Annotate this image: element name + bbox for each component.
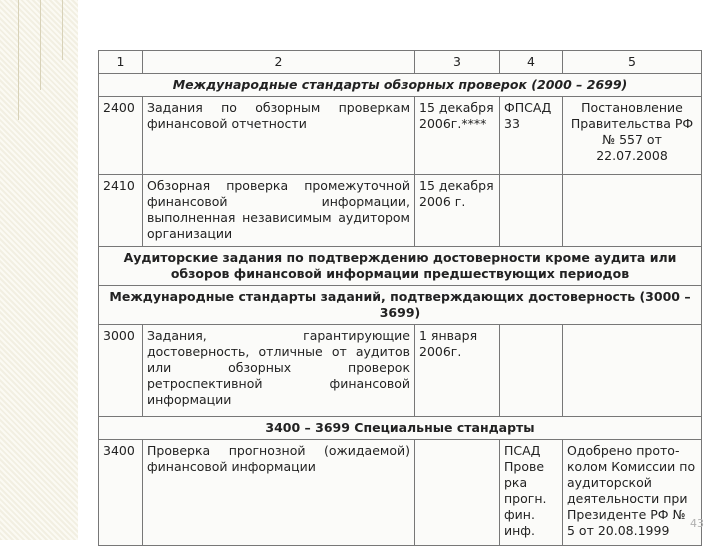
section-row — [99, 74, 702, 97]
name-cell: Обзорная проверка промежуточной финансовой информации, выполненная независимым аудитором организации — [143, 175, 415, 247]
section-title: Аудиторские задания по подтверждению достоверности кроме аудита или обзоров финансовой информации предшествующих периодов — [99, 247, 702, 286]
code-cell: 3000 — [99, 325, 143, 417]
table-row — [99, 325, 702, 417]
standards-table — [98, 50, 702, 546]
fed-standard-cell: ПСАД Прове рка прогн. фин. инф. — [500, 440, 563, 546]
section-title: 3400 – 3699 Специальные стандарты — [99, 417, 702, 440]
date-cell: 15 декабря 2006г.**** — [415, 97, 500, 175]
header-cell: 3 — [415, 51, 500, 74]
name-cell: Задания по обзорным проверкам финансовой отчетности — [143, 97, 415, 175]
name-cell: Проверка прогнозной (ожидаемой) финансовой информации — [143, 440, 415, 546]
decorative-sidebar — [0, 0, 78, 540]
section-title: Международные стандарты обзорных проверок (2000 – 2699) — [99, 74, 702, 97]
section-row — [99, 417, 702, 440]
date-cell — [415, 440, 500, 546]
fed-standard-cell: ФПСАД 33 — [500, 97, 563, 175]
header-cell: 1 — [99, 51, 143, 74]
name-cell: Задания, гарантирующие достоверность, отличные от аудитов или обзорных проверок ретроспективной финансовой информации — [143, 325, 415, 417]
header-cell: 2 — [143, 51, 415, 74]
fed-standard-cell — [500, 325, 563, 417]
section-row — [99, 247, 702, 286]
header-row — [99, 51, 702, 74]
table-row — [99, 175, 702, 247]
section-row — [99, 286, 702, 325]
document-cell — [563, 325, 702, 417]
table-row — [99, 440, 702, 546]
date-cell: 1 января 2006г. — [415, 325, 500, 417]
document-cell: Постановление Правительства РФ № 557 от 22.07.2008 — [563, 97, 702, 175]
code-cell: 2400 — [99, 97, 143, 175]
fed-standard-cell — [500, 175, 563, 247]
code-cell: 2410 — [99, 175, 143, 247]
section-title: Международные стандарты заданий, подтверждающих достоверность (3000 – 3699) — [99, 286, 702, 325]
decorative-line — [40, 0, 41, 90]
table-row — [99, 97, 702, 175]
header-cell: 5 — [563, 51, 702, 74]
page-number: 43 — [690, 517, 704, 530]
document-cell — [563, 175, 702, 247]
header-cell: 4 — [500, 51, 563, 74]
document-cell: Одобрено прото-колом Комиссии по аудиторской деятельности при Президенте РФ № 5 от 20.08.1999 — [563, 440, 702, 546]
code-cell: 3400 — [99, 440, 143, 546]
decorative-line — [18, 0, 19, 120]
date-cell: 15 декабря 2006 г. — [415, 175, 500, 247]
decorative-line — [62, 0, 63, 60]
